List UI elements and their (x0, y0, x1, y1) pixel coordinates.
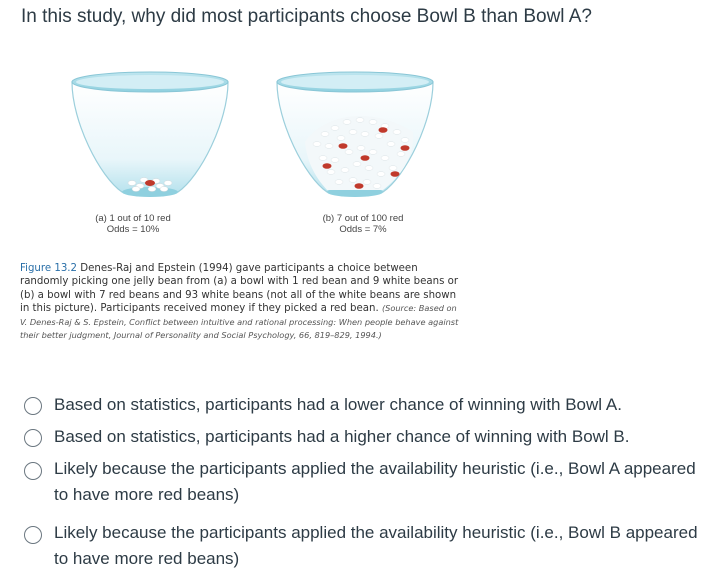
figure-caption (20, 262, 460, 342)
figure (20, 62, 460, 382)
red-bean (145, 180, 155, 186)
bowl-b-caption-line2: Odds = 7% (339, 224, 387, 235)
radio-button[interactable] (24, 429, 42, 447)
answer-option-label: Likely because the participants applied the availability heuristic (i.e., Bowl B appeared to have more red beans) (54, 523, 698, 568)
answer-option-label: Based on statistics, participants had a higher chance of winning with Bowl B. (54, 427, 630, 446)
answer-option-2[interactable] (22, 424, 712, 456)
red-bean (355, 183, 364, 189)
red-bean (323, 163, 332, 169)
bowl-b-caption (298, 213, 428, 235)
red-bean (379, 127, 388, 133)
radio-button[interactable] (24, 397, 42, 415)
answer-option-label: Likely because the participants applied the availability heuristic (i.e., Bowl A appeared to have more red beans) (54, 459, 696, 504)
bowl-b-caption-line1: (b) 7 out of 100 red (322, 213, 404, 224)
answer-option-1[interactable] (22, 392, 712, 424)
answer-option-4[interactable] (22, 520, 712, 576)
radio-button[interactable] (24, 526, 42, 544)
bowl-a-caption-line2: Odds = 10% (106, 224, 160, 235)
answer-option-label: Based on statistics, participants had a lower chance of winning with Bowl A. (54, 395, 622, 414)
figure-label: Figure 13.2 (20, 263, 78, 274)
red-bean (401, 145, 410, 151)
figure-description: Denes-Raj and Epstein (1994) gave participants a choice between randomly picking one jelly bean from (a) a bowl with 1 red bean and 9 white beans or (b) a bowl with 7 red beans and 93 white beans (not all of the white beans are shown in this picture). Participants received money if they picked a red bean. (20, 263, 459, 315)
bowl-a-caption (78, 213, 188, 235)
bowl-a (72, 72, 228, 197)
answer-option-3[interactable] (22, 456, 712, 520)
figure-source: (Source: Based on V. Denes-Raj & S. Epstein, Conflict between intuitive and rational processing: When people behave against their better judgment, Journal of Personality and Social Psychology, 66, 819–829, 1994.) (20, 303, 459, 341)
radio-button[interactable] (24, 462, 42, 480)
red-bean (339, 143, 348, 149)
bowl-a-caption-line1: (a) 1 out of 10 red (95, 213, 171, 224)
question-text: In this study, why did most participants choose Bowl B than Bowl A? (21, 6, 592, 27)
red-bean (391, 171, 400, 177)
red-bean (361, 155, 370, 161)
answer-options (22, 392, 712, 576)
bowl-b (277, 72, 433, 197)
